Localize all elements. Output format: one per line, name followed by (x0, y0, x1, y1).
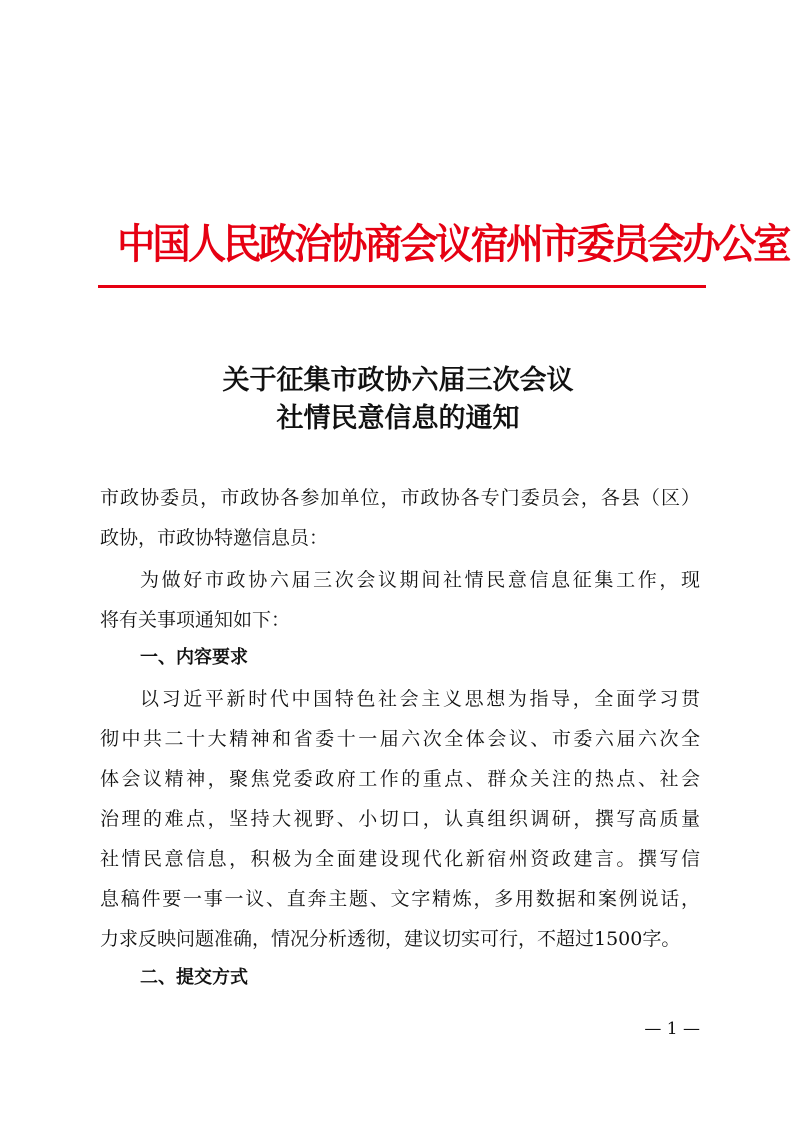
intro-line-1: 为做好市政协六届三次会议期间社情民意信息征集工作，现 (140, 569, 700, 591)
section1-line-6: 息稿件要一事一议、直奔主题、文字精炼，多用数据和案例说话， (100, 888, 700, 910)
notice-title-line-2: 社情民意信息的通知 (276, 403, 520, 434)
section1-line-1: 以习近平新时代中国特色社会主义思想为指导，全面学习贯 (140, 688, 700, 710)
section1-line-2: 彻中共二十大精神和省委十一届六次全体会议、市委六届六次全 (100, 728, 700, 750)
intro-line-2: 将有关事项通知如下： (100, 609, 291, 631)
notice-title-line-1: 关于征集市政协六届三次会议 (222, 365, 574, 396)
section1-line-3: 体会议精神，聚焦党委政府工作的重点、群众关注的热点、社会 (100, 768, 700, 790)
red-header-rule (98, 285, 706, 288)
section-heading-content-requirements: 一、内容要求 (140, 647, 248, 668)
section1-line-7: 力求反映问题准确，情况分析透彻，建议切实可行，不超过1500字。 (100, 928, 681, 950)
issuing-office-title: 中国人民政治协商会议宿州市委员会办公室 (117, 220, 789, 268)
page-number: — 1 — (644, 1019, 700, 1039)
recipients-line-2: 政协，市政协特邀信息员： (100, 527, 329, 549)
section-heading-submission-method: 二、提交方式 (140, 967, 248, 988)
section1-line-4: 治理的难点，坚持大视野、小切口，认真组织调研，撰写高质量 (100, 808, 700, 830)
section1-line-5: 社情民意信息，积极为全面建设现代化新宿州资政建言。撰写信 (100, 848, 700, 870)
recipients-line-1: 市政协委员，市政协各参加单位，市政协各专门委员会，各县（区） (100, 487, 700, 509)
